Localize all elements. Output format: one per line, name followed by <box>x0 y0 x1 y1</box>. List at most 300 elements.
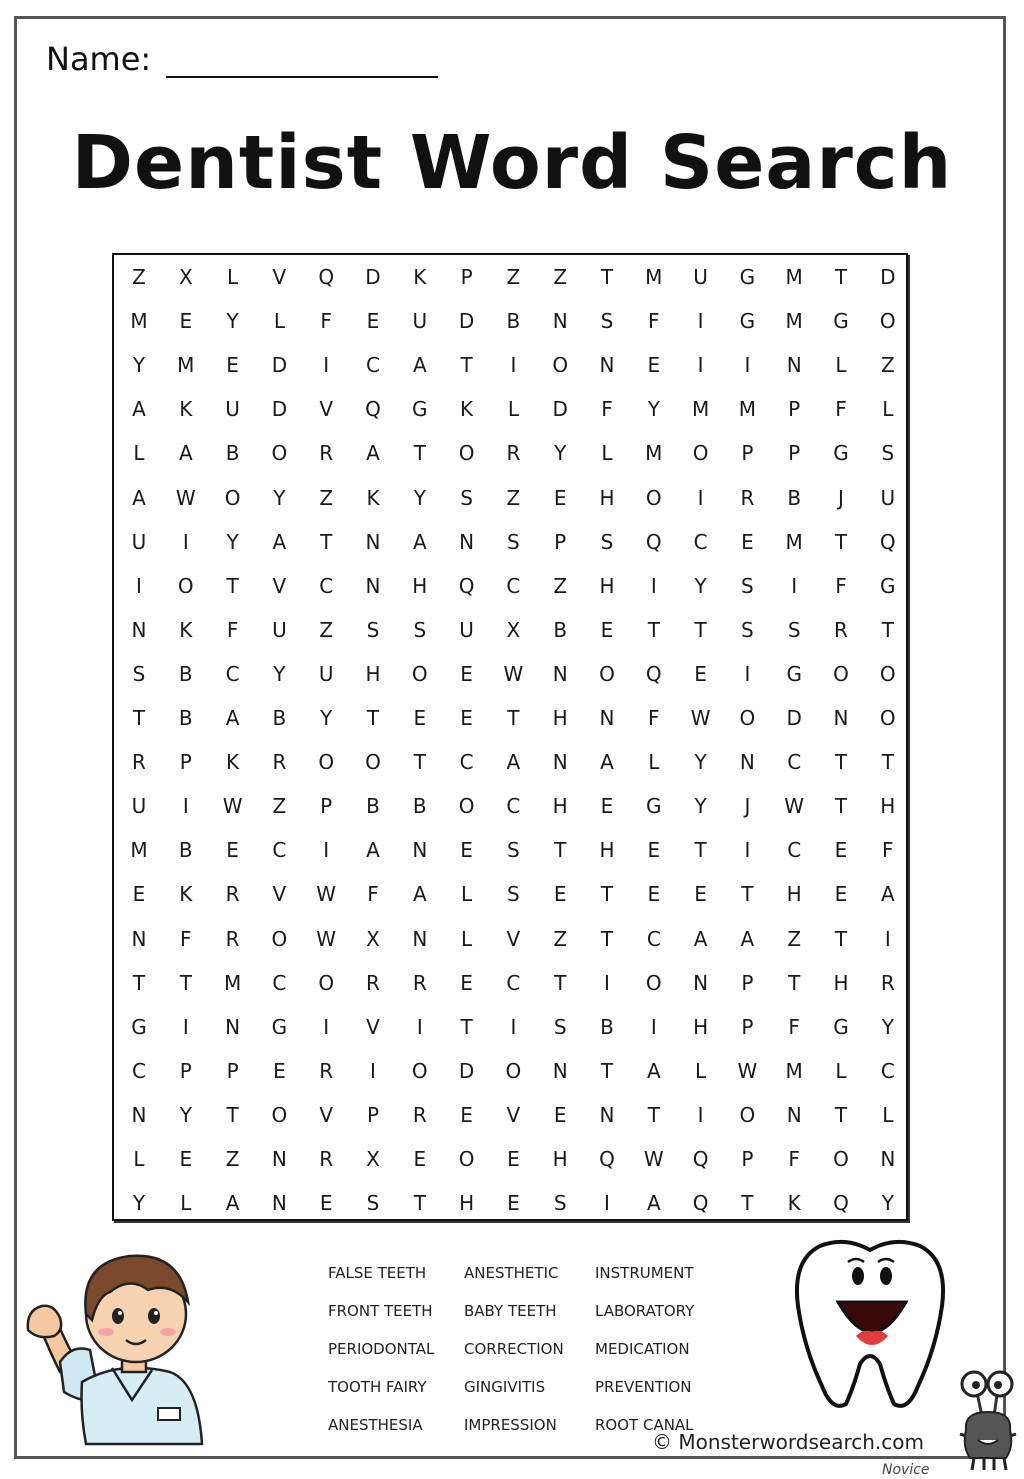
grid-letter[interactable]: E <box>460 1102 473 1127</box>
grid-letter[interactable]: L <box>882 397 894 422</box>
grid-letter[interactable]: T <box>741 1191 754 1216</box>
grid-letter[interactable]: M <box>785 309 803 334</box>
grid-letter[interactable]: R <box>272 750 287 775</box>
grid-letter[interactable]: C <box>693 529 708 554</box>
grid-letter[interactable]: B <box>178 706 193 730</box>
grid-letter[interactable]: F <box>367 882 379 907</box>
grid-letter[interactable]: R <box>740 485 755 510</box>
grid-letter[interactable]: E <box>553 882 567 907</box>
grid-letter[interactable]: C <box>880 1058 895 1083</box>
grid-letter[interactable]: I <box>323 1014 330 1039</box>
grid-letter[interactable]: H <box>833 970 849 995</box>
grid-letter[interactable]: M <box>223 970 242 995</box>
grid-letter[interactable]: Z <box>132 265 146 289</box>
grid-letter[interactable]: E <box>226 353 239 378</box>
grid-letter[interactable]: T <box>834 794 848 819</box>
grid-letter[interactable]: E <box>600 617 614 642</box>
grid-letter[interactable]: T <box>226 573 239 598</box>
grid-letter[interactable]: S <box>507 882 520 907</box>
grid-letter[interactable]: Z <box>506 265 521 289</box>
grid-letter[interactable]: M <box>785 265 803 289</box>
grid-letter[interactable]: E <box>741 529 754 554</box>
grid-letter[interactable]: A <box>366 441 380 466</box>
grid-letter[interactable]: I <box>697 1102 704 1127</box>
grid-letter[interactable]: U <box>225 397 240 422</box>
grid-letter[interactable]: U <box>131 529 147 554</box>
grid-letter[interactable]: P <box>741 441 754 466</box>
grid-letter[interactable]: A <box>225 1191 240 1216</box>
grid-letter[interactable]: H <box>880 794 896 819</box>
grid-letter[interactable]: N <box>552 661 568 686</box>
grid-letter[interactable]: E <box>694 661 707 686</box>
grid-letter[interactable]: I <box>697 353 704 378</box>
grid-letter[interactable]: C <box>459 750 474 775</box>
grid-letter[interactable]: I <box>604 970 610 995</box>
grid-letter[interactable]: P <box>179 1058 192 1083</box>
grid-letter[interactable]: E <box>694 882 707 907</box>
grid-letter[interactable]: A <box>132 485 146 510</box>
grid-letter[interactable]: W <box>316 882 337 907</box>
grid-letter[interactable]: V <box>272 265 287 289</box>
grid-letter[interactable]: U <box>412 309 428 334</box>
grid-letter[interactable]: V <box>319 397 334 422</box>
grid-letter[interactable]: E <box>179 1147 193 1171</box>
grid-letter[interactable]: Y <box>226 309 239 334</box>
grid-letter[interactable]: Q <box>645 661 662 686</box>
grid-letter[interactable]: Y <box>320 706 333 730</box>
grid-letter[interactable]: E <box>507 1147 520 1171</box>
grid-letter[interactable]: T <box>413 750 426 775</box>
grid-letter[interactable]: U <box>880 485 896 510</box>
grid-letter[interactable]: H <box>552 794 568 819</box>
grid-letter[interactable]: L <box>461 882 473 907</box>
grid-letter[interactable]: B <box>506 309 521 334</box>
grid-letter[interactable]: Z <box>272 794 287 819</box>
grid-letter[interactable]: B <box>178 661 193 686</box>
grid-letter[interactable]: P <box>179 750 192 775</box>
grid-letter[interactable]: E <box>460 838 473 863</box>
grid-letter[interactable]: M <box>785 1058 803 1083</box>
grid-letter[interactable]: C <box>225 661 240 686</box>
grid-letter[interactable]: E <box>132 882 146 907</box>
grid-letter[interactable]: L <box>133 1147 145 1171</box>
grid-letter[interactable]: P <box>788 441 801 466</box>
grid-letter[interactable]: H <box>459 1191 475 1216</box>
grid-letter[interactable]: T <box>554 838 567 863</box>
grid-letter[interactable]: U <box>131 794 147 819</box>
grid-letter[interactable]: L <box>133 441 145 466</box>
grid-letter[interactable]: I <box>650 1014 657 1039</box>
grid-letter[interactable]: N <box>271 1147 287 1171</box>
grid-letter[interactable]: U <box>272 617 287 642</box>
grid-letter[interactable]: O <box>645 970 662 995</box>
grid-letter[interactable]: G <box>739 265 756 289</box>
grid-letter[interactable]: R <box>225 926 240 951</box>
grid-letter[interactable]: R <box>319 441 334 466</box>
grid-letter[interactable]: K <box>179 617 193 642</box>
grid-letter[interactable]: F <box>226 617 239 642</box>
grid-letter[interactable]: S <box>741 617 754 642</box>
grid-letter[interactable]: T <box>600 926 614 951</box>
grid-letter[interactable]: L <box>601 441 613 466</box>
grid-letter[interactable]: V <box>272 882 287 907</box>
grid-letter[interactable]: P <box>226 1058 239 1083</box>
grid-letter[interactable]: F <box>180 926 192 951</box>
grid-letter[interactable]: D <box>458 1058 475 1083</box>
grid-letter[interactable]: E <box>413 1147 427 1171</box>
grid-letter[interactable]: N <box>739 750 755 775</box>
grid-letter[interactable]: D <box>271 353 288 378</box>
grid-letter[interactable]: L <box>835 353 847 378</box>
grid-letter[interactable]: Y <box>413 485 426 510</box>
grid-letter[interactable]: A <box>412 353 427 378</box>
grid-letter[interactable]: A <box>693 926 708 951</box>
grid-letter[interactable]: A <box>740 926 755 951</box>
grid-letter[interactable]: T <box>834 1102 848 1127</box>
grid-letter[interactable]: R <box>880 970 895 995</box>
grid-letter[interactable]: R <box>834 617 848 642</box>
grid-letter[interactable]: E <box>553 485 567 510</box>
grid-letter[interactable]: T <box>132 706 146 730</box>
grid-letter[interactable]: S <box>132 661 146 686</box>
grid-letter[interactable]: A <box>646 1058 661 1083</box>
grid-letter[interactable]: O <box>692 441 709 466</box>
grid-letter[interactable]: Z <box>553 573 568 598</box>
grid-letter[interactable]: P <box>741 1014 754 1039</box>
grid-letter[interactable]: W <box>222 794 243 819</box>
grid-letter[interactable]: Z <box>319 617 334 642</box>
grid-letter[interactable]: C <box>506 970 521 995</box>
grid-letter[interactable]: W <box>784 794 805 819</box>
grid-letter[interactable]: Z <box>553 265 568 289</box>
grid-letter[interactable]: R <box>132 750 146 775</box>
grid-letter[interactable]: Z <box>225 1147 240 1171</box>
grid-letter[interactable]: B <box>366 794 380 819</box>
grid-letter[interactable]: Q <box>645 529 662 554</box>
grid-letter[interactable]: K <box>413 265 427 289</box>
grid-letter[interactable]: F <box>788 1014 800 1039</box>
grid-letter[interactable]: G <box>646 794 662 819</box>
grid-letter[interactable]: Q <box>879 529 896 554</box>
grid-letter[interactable]: T <box>600 1058 614 1083</box>
grid-letter[interactable]: E <box>179 309 193 334</box>
grid-letter[interactable]: R <box>412 1102 427 1127</box>
grid-letter[interactable]: M <box>177 353 195 378</box>
grid-letter[interactable]: L <box>882 1102 894 1127</box>
grid-letter[interactable]: S <box>787 617 801 642</box>
grid-letter[interactable]: O <box>879 706 896 730</box>
grid-letter[interactable]: O <box>458 441 475 466</box>
grid-letter[interactable]: A <box>272 529 287 554</box>
grid-letter[interactable]: Q <box>599 1147 615 1171</box>
grid-letter[interactable]: O <box>458 1147 475 1171</box>
grid-letter[interactable]: E <box>460 706 473 730</box>
grid-letter[interactable]: T <box>413 1191 426 1216</box>
grid-letter[interactable]: T <box>320 529 333 554</box>
grid-letter[interactable]: N <box>552 1058 568 1083</box>
grid-letter[interactable]: Y <box>273 661 286 686</box>
grid-letter[interactable]: W <box>690 706 711 730</box>
grid-letter[interactable]: B <box>225 441 240 466</box>
grid-letter[interactable]: L <box>273 309 285 334</box>
grid-letter[interactable]: I <box>697 485 704 510</box>
grid-letter[interactable]: J <box>838 485 844 510</box>
grid-letter[interactable]: P <box>788 397 801 422</box>
grid-letter[interactable]: I <box>791 573 798 598</box>
grid-letter[interactable]: V <box>272 573 287 598</box>
grid-letter[interactable]: D <box>880 265 896 289</box>
grid-letter[interactable]: T <box>834 926 848 951</box>
grid-letter[interactable]: O <box>833 1147 849 1171</box>
grid-letter[interactable]: G <box>833 1014 849 1039</box>
grid-letter[interactable]: L <box>507 397 519 422</box>
grid-letter[interactable]: E <box>647 838 661 863</box>
grid-letter[interactable]: C <box>787 750 802 775</box>
grid-letter[interactable]: B <box>787 485 802 510</box>
grid-letter[interactable]: Y <box>647 397 660 422</box>
grid-letter[interactable]: O <box>271 441 288 466</box>
grid-letter[interactable]: Y <box>132 353 146 378</box>
grid-letter[interactable]: K <box>460 397 474 422</box>
grid-letter[interactable]: O <box>177 573 194 598</box>
grid-letter[interactable]: Y <box>132 1191 146 1216</box>
grid-letter[interactable]: O <box>318 970 335 995</box>
grid-letter[interactable]: I <box>744 838 751 863</box>
grid-letter[interactable]: Z <box>506 485 521 510</box>
grid-letter[interactable]: U <box>318 661 334 686</box>
grid-letter[interactable]: E <box>319 1191 333 1216</box>
grid-letter[interactable]: Z <box>880 353 895 378</box>
grid-letter[interactable]: O <box>224 485 241 510</box>
grid-letter[interactable]: O <box>833 661 849 686</box>
grid-letter[interactable]: Q <box>365 397 381 422</box>
grid-letter[interactable]: B <box>553 617 568 642</box>
grid-letter[interactable]: W <box>175 485 196 510</box>
grid-letter[interactable]: Y <box>179 1102 192 1127</box>
grid-letter[interactable]: N <box>412 838 428 863</box>
grid-letter[interactable]: A <box>646 1191 661 1216</box>
grid-letter[interactable]: N <box>365 573 381 598</box>
grid-letter[interactable]: R <box>506 441 521 466</box>
grid-letter[interactable]: W <box>316 926 337 951</box>
grid-letter[interactable]: T <box>881 750 894 775</box>
grid-letter[interactable]: I <box>510 1014 517 1039</box>
grid-letter[interactable]: O <box>645 485 662 510</box>
grid-letter[interactable]: T <box>694 617 707 642</box>
grid-letter[interactable]: S <box>366 617 380 642</box>
grid-letter[interactable]: R <box>319 1147 334 1171</box>
grid-letter[interactable]: E <box>273 1058 286 1083</box>
grid-letter[interactable]: I <box>697 309 704 334</box>
grid-letter[interactable]: E <box>600 794 614 819</box>
grid-letter[interactable]: B <box>412 794 427 819</box>
grid-letter[interactable]: B <box>600 1014 614 1039</box>
grid-letter[interactable]: V <box>366 1014 380 1039</box>
grid-letter[interactable]: F <box>648 706 660 730</box>
grid-letter[interactable]: H <box>599 838 615 863</box>
grid-letter[interactable]: C <box>132 1058 146 1083</box>
grid-letter[interactable]: N <box>599 353 615 378</box>
grid-letter[interactable]: N <box>599 706 615 730</box>
grid-letter[interactable]: K <box>787 1191 801 1216</box>
grid-letter[interactable]: H <box>599 573 615 598</box>
grid-letter[interactable]: N <box>271 1191 287 1216</box>
grid-letter[interactable]: S <box>600 529 614 554</box>
grid-letter[interactable]: I <box>884 926 891 951</box>
grid-letter[interactable]: T <box>226 1102 239 1127</box>
grid-letter[interactable]: N <box>786 1102 802 1127</box>
grid-letter[interactable]: E <box>834 882 848 907</box>
grid-letter[interactable]: B <box>272 706 287 730</box>
grid-letter[interactable]: O <box>411 1058 428 1083</box>
grid-letter[interactable]: G <box>131 1014 147 1039</box>
grid-letter[interactable]: O <box>365 750 381 775</box>
grid-letter[interactable]: U <box>459 617 474 642</box>
grid-letter[interactable]: C <box>506 573 521 598</box>
grid-letter[interactable]: T <box>881 617 894 642</box>
grid-letter[interactable]: T <box>460 1014 473 1039</box>
grid-letter[interactable]: N <box>552 750 568 775</box>
grid-letter[interactable]: G <box>739 309 756 334</box>
grid-letter[interactable]: T <box>694 838 707 863</box>
grid-letter[interactable]: O <box>458 794 475 819</box>
grid-letter[interactable]: G <box>880 573 896 598</box>
grid-letter[interactable]: O <box>599 661 615 686</box>
grid-letter[interactable]: I <box>744 661 751 686</box>
grid-letter[interactable]: T <box>741 882 754 907</box>
grid-letter[interactable]: I <box>744 353 751 378</box>
grid-letter[interactable]: D <box>365 265 381 289</box>
grid-letter[interactable]: K <box>179 882 193 907</box>
grid-letter[interactable]: M <box>738 397 757 422</box>
grid-letter[interactable]: L <box>648 750 660 775</box>
grid-letter[interactable]: A <box>132 397 146 422</box>
grid-letter[interactable]: N <box>459 529 475 554</box>
grid-letter[interactable]: S <box>881 441 895 466</box>
grid-letter[interactable]: Z <box>553 926 568 951</box>
grid-letter[interactable]: S <box>507 529 520 554</box>
grid-letter[interactable]: X <box>506 617 521 642</box>
grid-letter[interactable]: S <box>553 1014 567 1039</box>
grid-letter[interactable]: S <box>413 617 427 642</box>
grid-letter[interactable]: H <box>552 1147 568 1171</box>
grid-letter[interactable]: E <box>647 882 661 907</box>
grid-letter[interactable]: A <box>412 882 427 907</box>
grid-letter[interactable]: T <box>834 750 848 775</box>
grid-letter[interactable]: T <box>460 353 473 378</box>
grid-letter[interactable]: Y <box>694 573 707 598</box>
grid-letter[interactable]: T <box>600 882 614 907</box>
grid-letter[interactable]: I <box>182 794 189 819</box>
grid-letter[interactable]: N <box>412 926 428 951</box>
grid-letter[interactable]: M <box>130 838 148 863</box>
grid-letter[interactable]: E <box>413 706 427 730</box>
grid-letter[interactable]: D <box>786 706 802 730</box>
grid-letter[interactable]: Z <box>787 926 802 951</box>
grid-letter[interactable]: F <box>601 397 613 422</box>
grid-letter[interactable]: K <box>366 485 380 510</box>
grid-letter[interactable]: A <box>880 882 895 907</box>
grid-letter[interactable]: L <box>180 1191 192 1216</box>
grid-letter[interactable]: E <box>226 838 239 863</box>
grid-letter[interactable]: E <box>507 1191 520 1216</box>
grid-letter[interactable]: G <box>833 441 849 466</box>
grid-letter[interactable]: O <box>271 926 288 951</box>
grid-letter[interactable]: G <box>271 1014 288 1039</box>
grid-letter[interactable]: M <box>130 309 148 334</box>
grid-letter[interactable]: W <box>503 661 524 686</box>
grid-letter[interactable]: D <box>552 397 568 422</box>
grid-letter[interactable]: Y <box>226 529 239 554</box>
grid-letter[interactable]: N <box>131 1102 147 1127</box>
grid-letter[interactable]: T <box>507 706 520 730</box>
grid-letter[interactable]: F <box>835 573 847 598</box>
grid-letter[interactable]: H <box>365 661 381 686</box>
grid-letter[interactable]: S <box>460 485 473 510</box>
grid-letter[interactable]: O <box>411 661 428 686</box>
grid-letter[interactable]: Q <box>692 1191 709 1216</box>
grid-letter[interactable]: C <box>272 838 287 863</box>
grid-letter[interactable]: H <box>552 706 568 730</box>
grid-letter[interactable]: B <box>178 838 193 863</box>
grid-letter[interactable]: I <box>182 529 189 554</box>
grid-letter[interactable]: S <box>553 1191 567 1216</box>
grid-letter[interactable]: N <box>786 353 802 378</box>
grid-letter[interactable]: P <box>554 529 567 554</box>
grid-letter[interactable]: S <box>366 1191 380 1216</box>
grid-letter[interactable]: P <box>320 794 333 819</box>
grid-letter[interactable]: P <box>741 1147 754 1171</box>
grid-letter[interactable]: W <box>737 1058 758 1083</box>
grid-letter[interactable]: Y <box>554 441 567 466</box>
grid-letter[interactable]: Y <box>694 750 707 775</box>
grid-letter[interactable]: F <box>882 838 894 863</box>
grid-letter[interactable]: R <box>412 970 427 995</box>
grid-letter[interactable]: R <box>366 970 380 995</box>
grid-letter[interactable]: J <box>744 794 751 819</box>
grid-letter[interactable]: A <box>178 441 193 466</box>
grid-letter[interactable]: X <box>366 926 380 951</box>
grid-letter[interactable]: T <box>600 265 614 289</box>
grid-letter[interactable]: L <box>227 265 239 289</box>
grid-letter[interactable]: H <box>693 1014 709 1039</box>
grid-letter[interactable]: L <box>835 1058 847 1083</box>
grid-letter[interactable]: C <box>646 926 661 951</box>
grid-letter[interactable]: T <box>647 617 660 642</box>
grid-letter[interactable]: S <box>600 309 614 334</box>
grid-letter[interactable]: T <box>179 970 192 995</box>
grid-letter[interactable]: N <box>131 617 147 642</box>
grid-letter[interactable]: F <box>835 397 847 422</box>
grid-letter[interactable]: T <box>413 441 426 466</box>
grid-letter[interactable]: F <box>648 309 660 334</box>
grid-letter[interactable]: I <box>510 353 517 378</box>
grid-letter[interactable]: T <box>554 970 567 995</box>
grid-letter[interactable]: N <box>225 1014 241 1039</box>
grid-letter[interactable]: O <box>739 1102 756 1127</box>
grid-letter[interactable]: O <box>879 309 896 334</box>
grid-letter[interactable]: M <box>785 529 803 554</box>
grid-letter[interactable]: N <box>599 1102 615 1127</box>
grid-letter[interactable]: Q <box>318 265 335 289</box>
grid-letter[interactable]: S <box>741 573 754 598</box>
grid-letter[interactable]: L <box>461 926 473 951</box>
grid-letter[interactable]: C <box>366 353 380 378</box>
grid-letter[interactable]: Y <box>881 1191 894 1216</box>
grid-letter[interactable]: P <box>741 970 754 995</box>
grid-letter[interactable]: I <box>370 1058 376 1083</box>
grid-letter[interactable]: O <box>739 706 756 730</box>
